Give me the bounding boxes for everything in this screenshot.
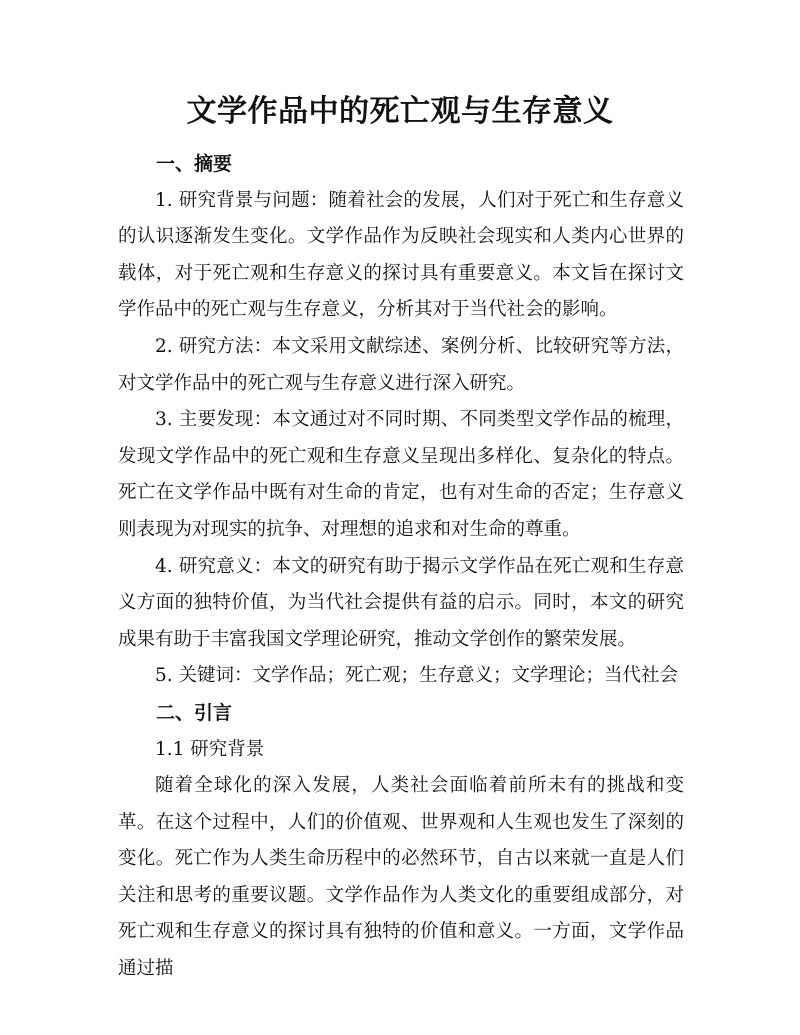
abstract-item-keywords: 5. 关键词：文学作品；死亡观；生存意义；文学理论；当代社会 [155,665,679,687]
abstract-item-background: 1. 研究背景与问题：随着社会的发展，人们对于死亡和生存意义的认识逐渐发生变化。文学作品作为反映社会现实和人类内心世界的载体，对于死亡观和生存意义的探讨具有重要意义。本文旨在探讨文学作品中的死亡观与生存意义，分析其对于当代社会的影响。 [118,189,684,321]
section-heading-abstract: 一、摘要 [156,153,233,175]
introduction-paragraph: 随着全球化的深入发展，人类社会面临着前所未有的挑战和变革。在这个过程中，人们的价值观、世界观和人生观也发生了深刻的变化。死亡作为人类生命历程中的必然环节，自古以来就一直是人们关注和思考的重要议题。文学作品作为人类文化的重要组成部分，对死亡观和生存意义的探讨具有独特的价值和意义。一方面，文学作品通过描 [118,775,684,980]
abstract-item-findings: 3. 主要发现：本文通过对不同时期、不同类型文学作品的梳理，发现文学作品中的死亡观和生存意义呈现出多样化、复杂化的特点。死亡在文学作品中既有对生命的肯定，也有对生命的否定；生存意义则表现为对现实的抗争、对理想的追求和对生命的尊重。 [118,409,684,540]
abstract-item-method: 2. 研究方法：本文采用文献综述、案例分析、比较研究等方法，对文学作品中的死亡观与生存意义进行深入研究。 [118,335,684,394]
abstract-item-significance: 4. 研究意义：本文的研究有助于揭示文学作品在死亡观和生存意义方面的独特价值，为当代社会提供有益的启示。同时，本文的研究成果有助于丰富我国文学理论研究，推动文学创作的繁荣发展。 [118,555,684,650]
section-heading-introduction: 二、引言 [156,701,233,724]
document-title: 文学作品中的死亡观与生存意义 [186,94,614,129]
subsection-heading-background: 1.1 研究背景 [155,738,265,760]
document-body [118,146,684,988]
